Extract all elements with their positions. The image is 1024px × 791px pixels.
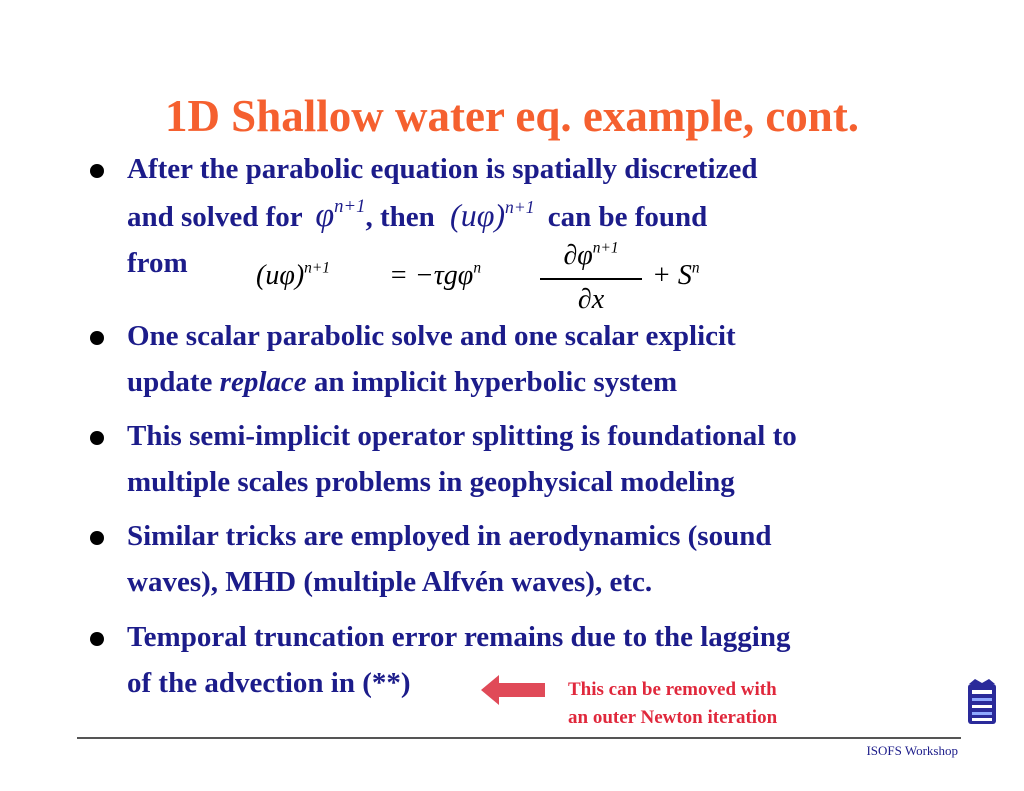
slide-title: 1D Shallow water eq. example, cont. [164, 91, 860, 141]
footer-divider [77, 737, 961, 739]
bullet-text: update replace an implicit hyperbolic system [127, 366, 678, 398]
equation-lhs: $(u\varphi)^{n+1}$ [256, 259, 330, 291]
bullet-text: waves), MHD (multiple Alfvén waves), etc. [127, 566, 653, 598]
bullet-text: One scalar parabolic solve and one scalar explicit [127, 320, 736, 352]
annotation-note [568, 676, 777, 732]
bullet-text: multiple scales problems in geophysical modeling [127, 466, 735, 498]
fraction-bar [540, 278, 642, 280]
bullet-text: This semi-implicit operator splitting is foundational to [127, 420, 797, 452]
math-uphi: $(u\varphi)^{n+1}$ [450, 196, 535, 233]
bullet-dot [90, 632, 104, 646]
bullet-item-4 [127, 513, 957, 605]
emphasis: replace [219, 366, 307, 398]
bullet-dot [90, 531, 104, 545]
fraction-denominator: ∂x [577, 284, 605, 315]
equation-mid: = −τgφ$^n$ [389, 259, 482, 291]
equation-rhs: + $S^n$ [652, 259, 700, 291]
bullet-dot [90, 431, 104, 445]
bullet-text: Similar tricks are employed in aerodynamics (sound [127, 520, 772, 552]
bullet-text: and solved for $\varphi^{n+1}$, then $(u\varphi)^{n+1}$ can be found [127, 195, 708, 234]
note-line: an outer Newton iteration [568, 707, 778, 728]
university-crest-icon [965, 678, 999, 726]
left-arrow-icon [481, 675, 545, 705]
math-phi: $\varphi^{n+1}$ [315, 195, 366, 234]
fraction-numerator: $\partial\varphi^{n+1}$ [563, 239, 619, 271]
bullet-text: Temporal truncation error remains due to the lagging [127, 621, 791, 653]
bullet-dot [90, 331, 104, 345]
bullet-dot [90, 164, 104, 178]
bullet-item-3 [127, 413, 957, 505]
note-line: This can be removed with [568, 679, 777, 700]
equation-fraction [538, 239, 644, 315]
bullet-text: After the parabolic equation is spatially discretized [127, 153, 758, 185]
footer-text: ISOFS Workshop [866, 743, 958, 758]
bullet-text: from [127, 247, 188, 279]
bullet-item-2 [127, 313, 957, 405]
bullet-text: of the advection in (**) [127, 667, 411, 699]
